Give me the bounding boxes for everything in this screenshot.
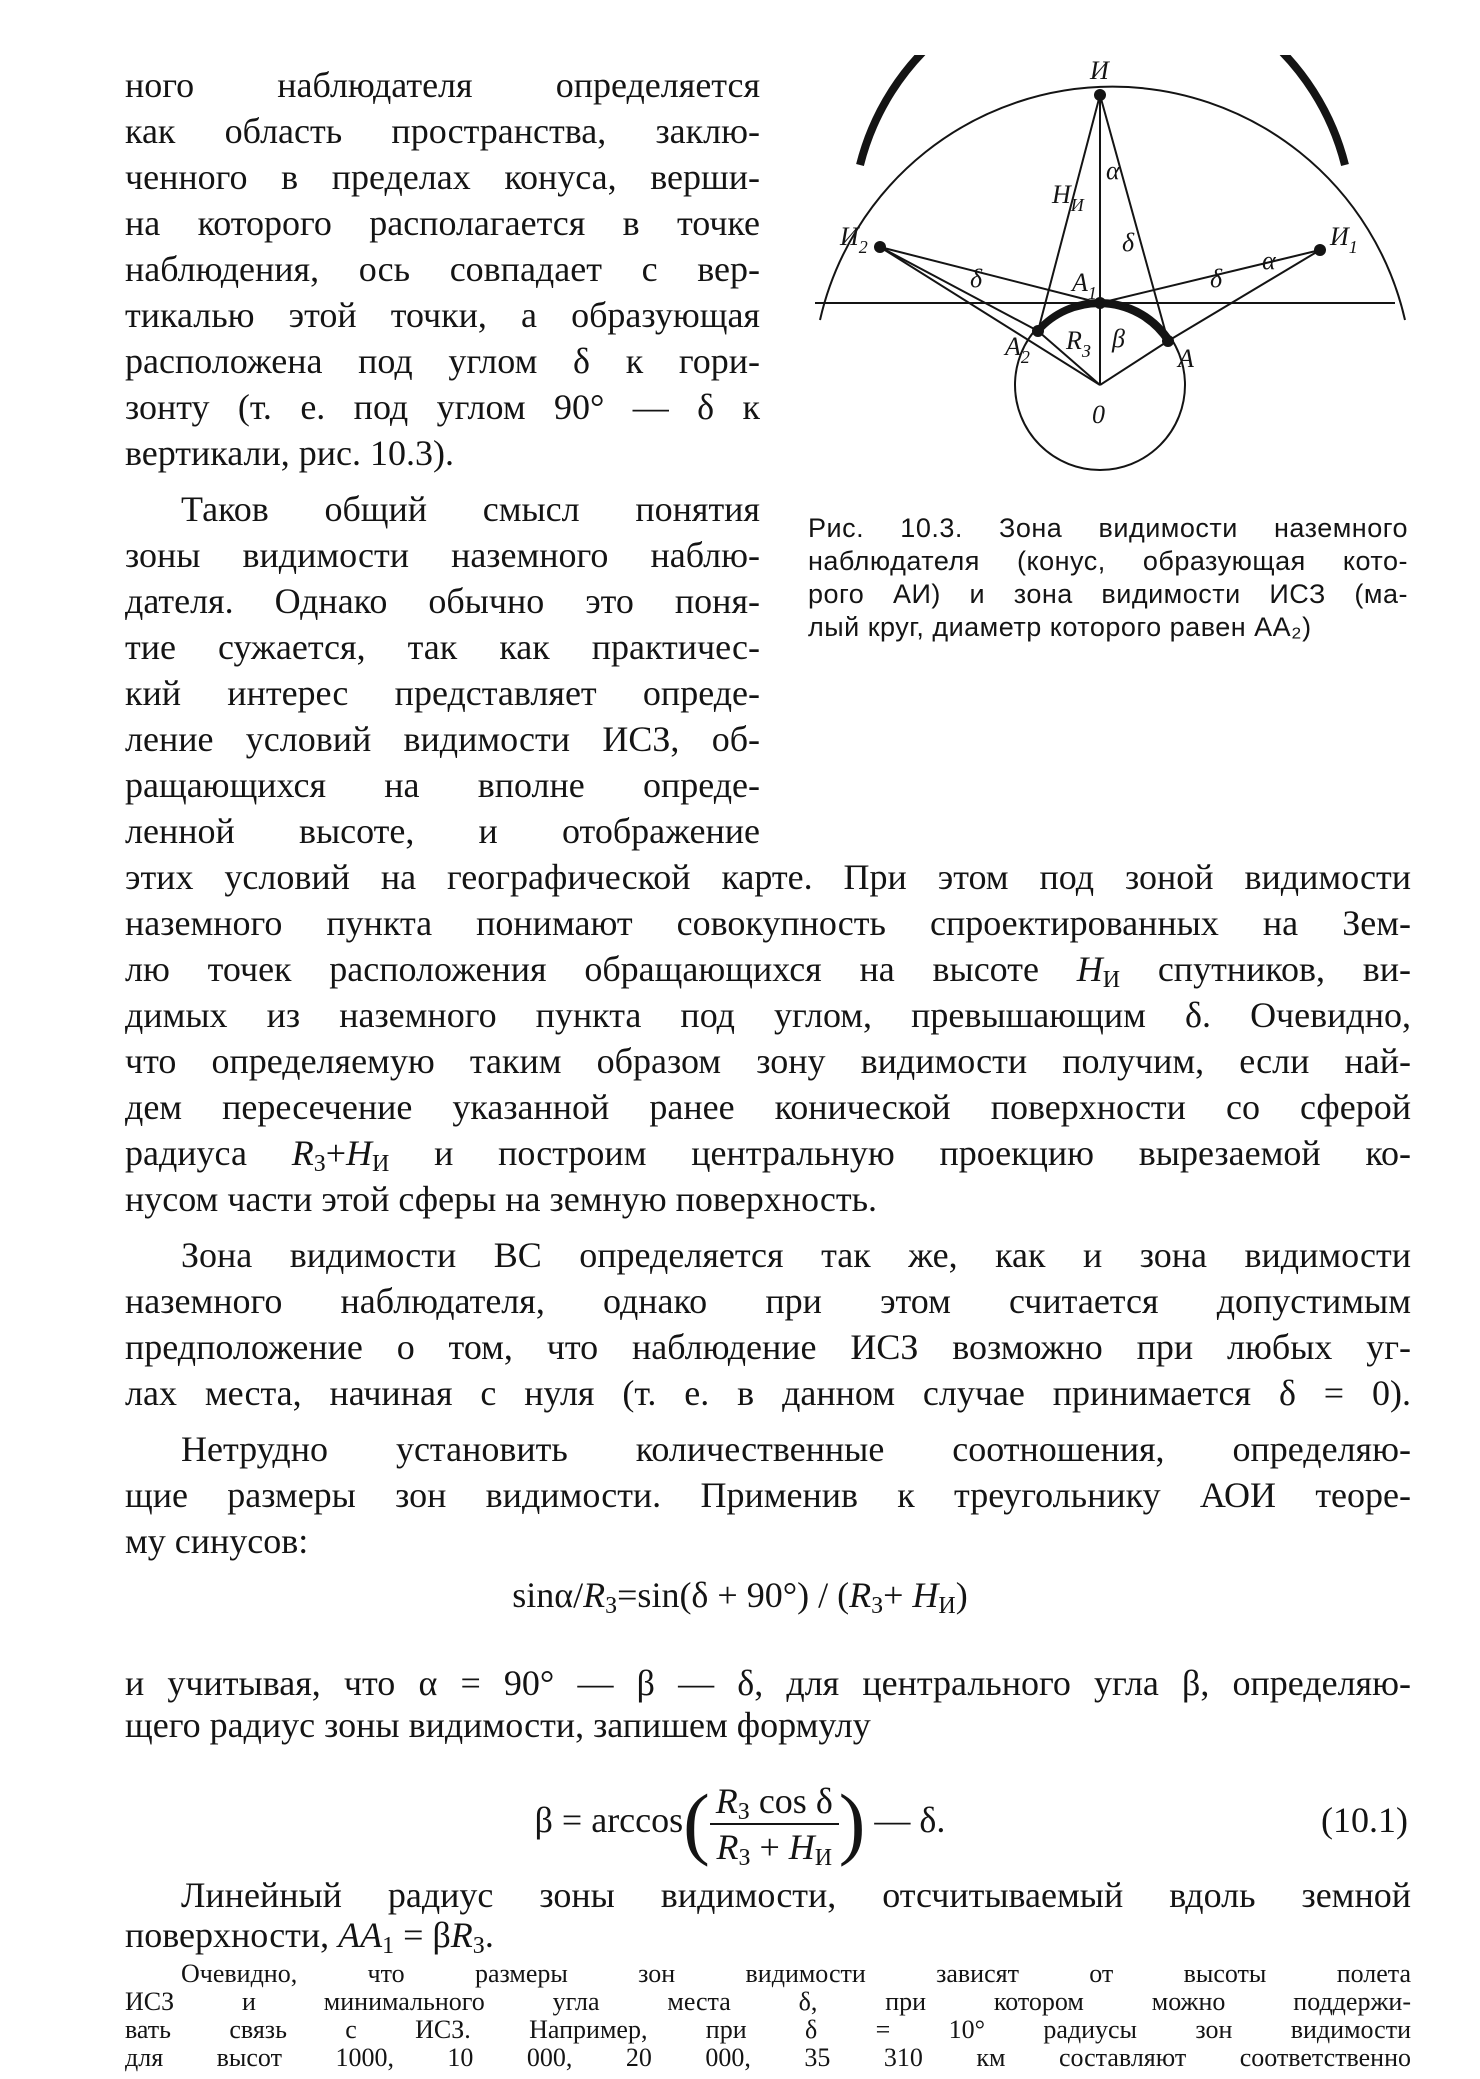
caption-line: Рис. 10.3. Зона видимости наземного <box>808 513 1408 543</box>
text-line: дем пересечение указанной ранее конической поверхности со сферой <box>125 1087 1411 1127</box>
symbol-h: H <box>1076 949 1103 989</box>
label-text: H <box>1052 180 1071 209</box>
text-line: кий интерес представляет опреде- <box>125 673 760 713</box>
text-line: ление условий видимости ИСЗ, об- <box>125 719 760 759</box>
text-line: Нетрудно установить количественные соотношения, определяю- <box>181 1429 1411 1469</box>
formula-text: =sin(δ + 90°) / ( <box>617 1575 850 1615</box>
label-alpha: α <box>1106 156 1120 185</box>
text-line: расположена под углом δ к гори- <box>125 341 760 381</box>
symbol-h: H <box>912 1575 939 1615</box>
text-segment: и построим центральную проекцию вырезаемой ко- <box>434 1133 1411 1173</box>
symbol-sub: И <box>938 1593 956 1619</box>
text-line: ного наблюдателя определяется <box>125 65 760 105</box>
symbol-h: H <box>346 1133 373 1173</box>
symbol-sub: З <box>738 1844 751 1871</box>
text-line: зонту (т. е. под углом 90° — δ к <box>125 387 760 427</box>
symbol-sub: И <box>372 1151 390 1177</box>
formula-text: ) <box>955 1575 968 1615</box>
formula-sine-theorem: sinα/$R_З=\sin(\delta + 90^\circ) / (R_З+ H_И)$ <box>512 1575 968 1619</box>
symbol-sub: З <box>871 1593 884 1619</box>
text-line: тие сужается, так как практичес- <box>125 627 760 667</box>
label-text: A <box>1072 268 1088 297</box>
text-line: зоны видимости наземного наблю- <box>125 535 760 575</box>
text-line: этих условий на географической карте. При этом под зоной видимости <box>125 857 1411 897</box>
text-line: Очевидно, что размеры зон видимости зависят от высоты полета <box>181 1959 1411 1988</box>
fraction-denominator <box>710 1825 839 1869</box>
text-line: Линейный радиус зоны видимости, отсчитываемый вдоль земной <box>181 1875 1411 1915</box>
label-a: A <box>1178 344 1194 373</box>
text-line: Таков общий смысл понятия <box>181 489 760 529</box>
label-alpha: α <box>1262 246 1276 275</box>
symbol-sub: З <box>605 1593 618 1619</box>
figure-caption <box>808 512 1408 644</box>
caption-line: рого АИ) и зона видимости ИСЗ (ма- <box>808 579 1408 609</box>
symbol-sub: И <box>814 1844 833 1871</box>
text-line: щего радиус зоны видимости, запишем формулу <box>125 1705 871 1745</box>
text-line: на которого располагается в точке <box>125 203 760 243</box>
label-text: R <box>1066 326 1082 355</box>
label-o: 0 <box>1092 400 1105 429</box>
text-segment: поверхности, <box>125 1915 330 1955</box>
symbol-r: R <box>849 1575 872 1615</box>
label-sub: З <box>1081 341 1091 361</box>
text-line: ИСЗ и минимального угла места δ, при котором можно поддержи- <box>125 1987 1411 2016</box>
text-line <box>125 1912 1411 1958</box>
symbol-sub: 1 <box>382 1933 395 1959</box>
text-line: лах места, начиная с нуля (т. е. в данном случае принимается δ = 0). <box>125 1373 1411 1413</box>
fraction-numerator <box>710 1779 839 1825</box>
label-sub: 1 <box>1087 283 1097 303</box>
label-beta: β <box>1112 324 1125 353</box>
text-line: радиуса $R_З+H_И$ и построим центральную проекцию вырезаемой ко- <box>125 1133 1411 1177</box>
formula-beta <box>0 1765 1480 1875</box>
zone-arc-bold <box>1038 304 1168 341</box>
label-delta: δ <box>1122 228 1135 257</box>
cone-line <box>880 247 1038 331</box>
symbol-r: R <box>583 1575 606 1615</box>
label-sub: 2 <box>858 237 868 257</box>
label-delta: δ <box>1210 264 1223 293</box>
text-line: ращающихся на вполне опреде- <box>125 765 760 805</box>
point-i1 <box>1314 244 1326 256</box>
radius-line <box>1100 341 1168 385</box>
fraction <box>710 1779 839 1869</box>
symbol-h: H <box>788 1826 815 1867</box>
label-r <box>1065 326 1091 361</box>
symbol-r: R <box>716 1826 739 1867</box>
label-h <box>1051 180 1085 215</box>
formula-lhs: β = arccos <box>534 1800 684 1840</box>
symbol-r: R <box>715 1780 738 1821</box>
label-text: И <box>1330 222 1349 251</box>
outer-arc <box>820 87 1405 320</box>
label-a1 <box>1070 268 1097 303</box>
label-text: И <box>840 222 859 251</box>
point-a2 <box>1032 325 1044 337</box>
symbol-r: R <box>291 1133 314 1173</box>
text-line: нусом части этой сферы на земную поверхность. <box>125 1179 877 1219</box>
text-line: му синусов: <box>125 1521 309 1561</box>
figure-visibility-zone <box>800 55 1410 495</box>
text-line: вертикали, рис. 10.3). <box>125 433 454 473</box>
text-line: для высот 1000, 10 000, 20 000, 35 310 км составляют соответственно <box>125 2043 1411 2072</box>
text-line: ченного в пределах конуса, верши- <box>125 157 760 197</box>
symbol-sub: З <box>737 1798 750 1825</box>
text-segment: лю точек расположения обращающихся на высоте <box>125 949 1039 989</box>
cone-line <box>1168 250 1320 341</box>
text-segment: радиуса <box>125 1133 247 1173</box>
label-i: И <box>1090 56 1109 85</box>
text-line: димых из наземного пункта под углом, превышающим δ. Очевидно, <box>125 995 1411 1035</box>
paren-open: ( <box>683 1779 710 1868</box>
label-delta: δ <box>970 264 983 293</box>
text-line: щие размеры зон видимости. Применив к треугольнику АОИ теоре- <box>125 1475 1411 1515</box>
label-i2 <box>839 222 868 257</box>
text-line: как область пространства, заклю- <box>125 111 760 151</box>
point-i <box>1094 89 1106 101</box>
text-line: что определяемую таким образом зону видимости получим, если най- <box>125 1041 1411 1081</box>
text-line: вать связь с ИСЗ. Например, при δ = 10° радиусы зон видимости <box>125 2015 1411 2044</box>
caption-line: наблюдателя (конус, образующая кото- <box>808 546 1408 576</box>
text-line: Зона видимости ВС определяется так же, как и зона видимости <box>181 1235 1411 1275</box>
text-line: тикалью этой точки, а образующая <box>125 295 760 335</box>
text-line <box>125 946 1411 992</box>
formula-text: sinα/ <box>512 1575 584 1615</box>
formula-text: + <box>750 1826 789 1867</box>
label-sub: 2 <box>1020 347 1030 367</box>
text-segment: спутников, ви- <box>1157 949 1412 989</box>
caption-line: лый круг, диаметр которого равен АА₂) <box>808 612 1312 642</box>
symbol-r: R <box>450 1915 473 1955</box>
figure-diagram <box>800 55 1410 495</box>
text-line: дателя. Однако обычно это поня- <box>125 581 760 621</box>
point-a <box>1162 335 1174 347</box>
formula-tail: — δ. <box>874 1800 946 1840</box>
paren-close: ) <box>838 1779 866 1868</box>
symbol-sub: З <box>472 1933 485 1959</box>
text-line: наземного пункта понимают совокупность спроектированных на Зем- <box>125 903 1411 943</box>
point-i2 <box>874 241 886 253</box>
text-line: и учитывая, что α = 90° — β — δ, для центрального угла β, определяю- <box>125 1663 1411 1703</box>
label-a2 <box>1003 332 1030 367</box>
text-segment: = β <box>394 1915 451 1955</box>
text-line: ленной высоте, и отображение <box>125 811 760 851</box>
label-i1 <box>1329 222 1358 257</box>
text-line: предположение о том, что наблюдение ИСЗ возможно при любых уг- <box>125 1327 1411 1367</box>
label-sub: И <box>1070 195 1084 215</box>
symbol-aa: AA <box>338 1915 383 1955</box>
label-text: A <box>1005 332 1021 361</box>
formula-text: cos δ <box>758 1780 833 1821</box>
text-segment: . <box>484 1915 494 1955</box>
text-line: наземного наблюдателя, однако при этом считается допустимым <box>125 1281 1411 1321</box>
equation-number: (10.1) <box>1321 1800 1408 1840</box>
cone-line <box>880 247 1100 303</box>
symbol-sub: З <box>313 1151 326 1177</box>
cone-line <box>880 247 1100 385</box>
symbol-sub: И <box>1102 967 1121 993</box>
text-line: наблюдения, ось совпадает с вер- <box>125 249 760 289</box>
label-sub: 1 <box>1348 237 1358 257</box>
